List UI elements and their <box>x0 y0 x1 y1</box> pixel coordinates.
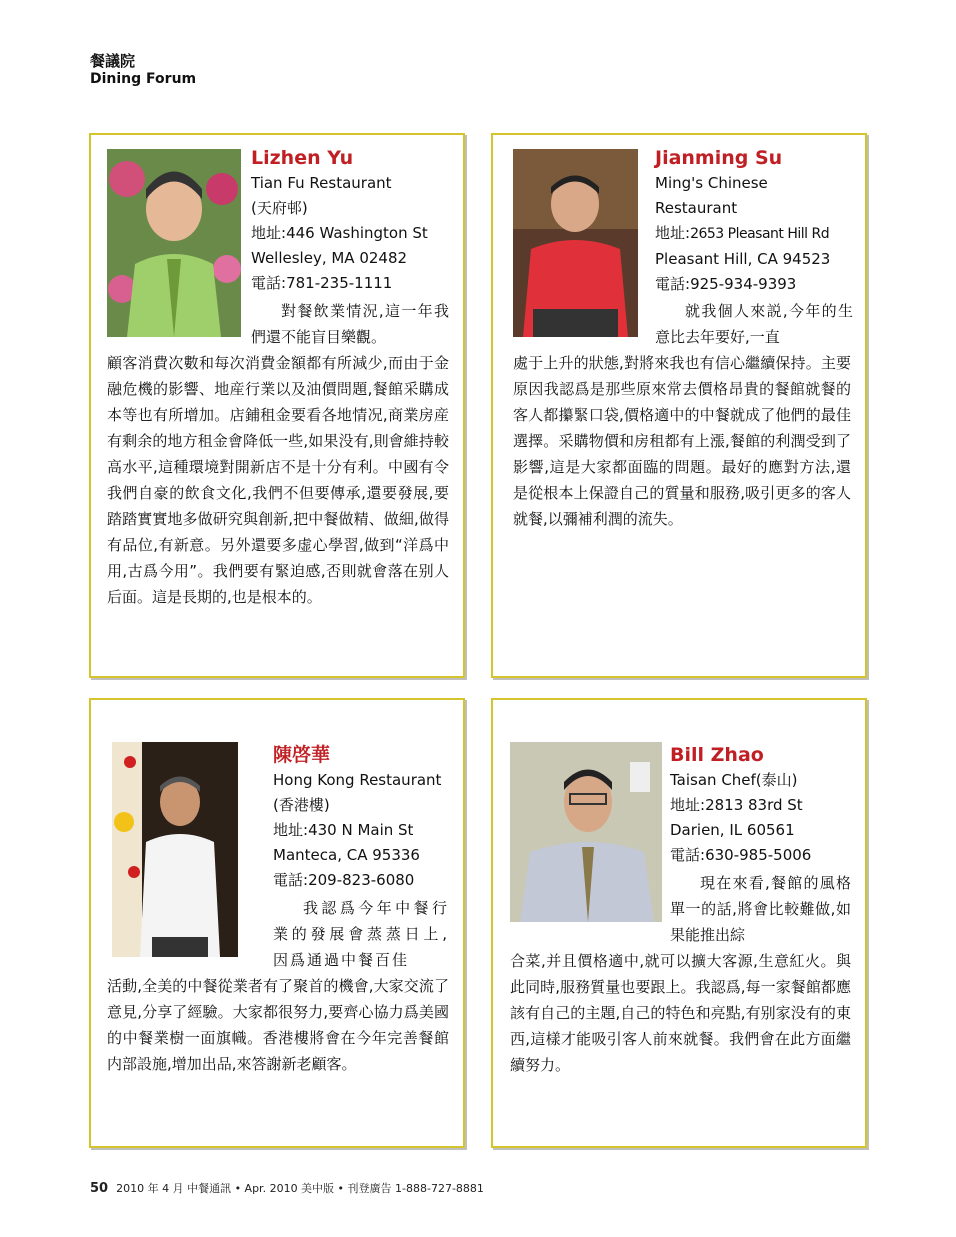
phone-line: 電話:925-934-9393 <box>655 275 797 293</box>
section-title-zh: 餐議院 <box>90 52 136 70</box>
phone: 209-823-6080 <box>308 871 415 889</box>
contact-info <box>273 742 441 893</box>
phone: 925-934-9393 <box>690 275 797 293</box>
profile-card-bill-zhao <box>491 698 867 1148</box>
contact-info <box>655 145 830 297</box>
profile-card-chen-qihua <box>89 698 465 1148</box>
contact-info <box>670 742 811 868</box>
address-line: 地址:430 N Main St <box>273 821 414 839</box>
person-name: Jianming Su <box>655 147 783 169</box>
phone-line: 電話:209-823-6080 <box>273 871 415 889</box>
portrait-photo <box>510 742 662 922</box>
phone-line: 電話:781-235-1111 <box>251 274 393 292</box>
address: 2653 Pleasant Hill Rd <box>690 226 830 242</box>
quote-lead: 就我個人來説,今年的生意比去年要好,一直 <box>655 302 853 346</box>
address: 446 Washington St <box>286 224 428 242</box>
woman-portrait-icon <box>107 149 241 337</box>
city-line: Wellesley, MA 02482 <box>251 249 408 267</box>
address-line: 地址:446 Washington St <box>251 224 428 242</box>
man-portrait-icon <box>510 742 662 922</box>
phone: 630-985-5006 <box>705 846 812 864</box>
profile-card-lizhen-yu <box>89 133 465 678</box>
profile-card-jianming-su <box>491 133 867 678</box>
address: 430 N Main St <box>308 821 414 839</box>
city-line: Pleasant Hill, CA 94523 <box>655 250 831 268</box>
person-name: Bill Zhao <box>670 744 764 766</box>
contact-info <box>251 145 428 296</box>
phone: 781-235-1111 <box>286 274 393 292</box>
address: 2813 83rd St <box>705 796 803 814</box>
portrait-photo <box>112 742 238 957</box>
chef-portrait-icon <box>112 742 238 957</box>
restaurant-name: Hong Kong Restaurant <box>273 771 442 789</box>
portrait-photo <box>513 149 638 337</box>
restaurant-name: Ming's Chinese <box>655 174 768 192</box>
quote-body: 活動,全美的中餐從業者有了聚首的機會,大家交流了意見,分享了經驗。大家都很努力,要齊心協力爲美國的中餐業樹一面旗幟。香港樓將會在今年完善餐館内部設施,增加出品,來答謝新老顧客。 <box>107 977 449 1073</box>
portrait-photo <box>107 149 241 337</box>
man-portrait-icon <box>513 149 638 337</box>
restaurant-name-line2: Restaurant <box>655 199 738 217</box>
quote-lead: 我認爲今年中餐行業的發展會蒸蒸日上,因爲通過中餐百佳 <box>273 899 449 969</box>
restaurant-name: Taisan Chef(泰山) <box>670 771 798 789</box>
restaurant-name: Tian Fu Restaurant <box>251 174 392 192</box>
person-name: Lizhen Yu <box>251 147 354 169</box>
quote-lead: 現在來看,餐館的風格單一的話,將會比較難做,如果能推出綜 <box>670 874 851 944</box>
city-line: Darien, IL 60561 <box>670 821 795 839</box>
footer-text: 2010 年 4 月 中餐通訊 • Apr. 2010 美中版 • 刊登廣告 1-888-727-8881 <box>116 1182 484 1195</box>
restaurant-name-zh: (香港樓) <box>273 796 330 814</box>
address-line: 地址:2653 Pleasant Hill Rd <box>655 224 830 242</box>
quote-body: 處于上升的狀態,對將來我也有信心繼續保持。主要原因我認爲是那些原來常去價格昂貴的餐館就餐的客人都攥緊口袋,價格適中的中餐就成了他們的最佳選擇。采購物價和房租都有上漲,餐館的利潤受到了影響,這是大家都面臨的問題。最好的應對方法,還是從根本上保證自己的質量和服務,吸引更多的客人就餐,以彌補利潤的流失。 <box>513 354 851 528</box>
section-title-en: Dining Forum <box>90 71 197 87</box>
page-number: 50 <box>90 1181 109 1196</box>
quote-body: 顧客消費次數和每次消費金額都有所減少,而由于金融危機的影響、地産行業以及油價問題,餐館采購成本等也有所增加。店鋪租金要看各地情况,商業房産有剩余的地方租金會降低一些,如果没有,則會維持較高水平,這種環境對開新店不是十分有利。中國有令我們自豪的飲食文化,我們不但要傳承,還要發展,要踏踏實實地多做研究與創新,把中餐做精、做細,做得有品位,有新意。另外還要多虚心學習,做到“洋爲中用,古爲今用”。我們要有緊迫感,否則就會落在别人后面。這是長期的,也是根本的。 <box>107 354 449 606</box>
quote-body: 合菜,并且價格適中,就可以擴大客源,生意紅火。與此同時,服務質量也要跟上。我認爲,每一家餐館都應該有自己的主題,自己的特色和亮點,有别家没有的東西,這樣才能吸引客人前來就餐。我們會在此方面繼續努力。 <box>510 952 851 1074</box>
phone-line: 電話:630-985-5006 <box>670 846 812 864</box>
section-header <box>90 52 196 88</box>
address-line: 地址:2813 83rd St <box>670 796 803 814</box>
page-footer <box>90 1180 484 1196</box>
person-name: 陳啓華 <box>273 744 331 766</box>
restaurant-name-zh: (天府邨) <box>251 199 308 217</box>
city-line: Manteca, CA 95336 <box>273 846 420 864</box>
quote-lead: 對餐飲業情況,這一年我們還不能盲目樂觀。 <box>251 302 449 346</box>
